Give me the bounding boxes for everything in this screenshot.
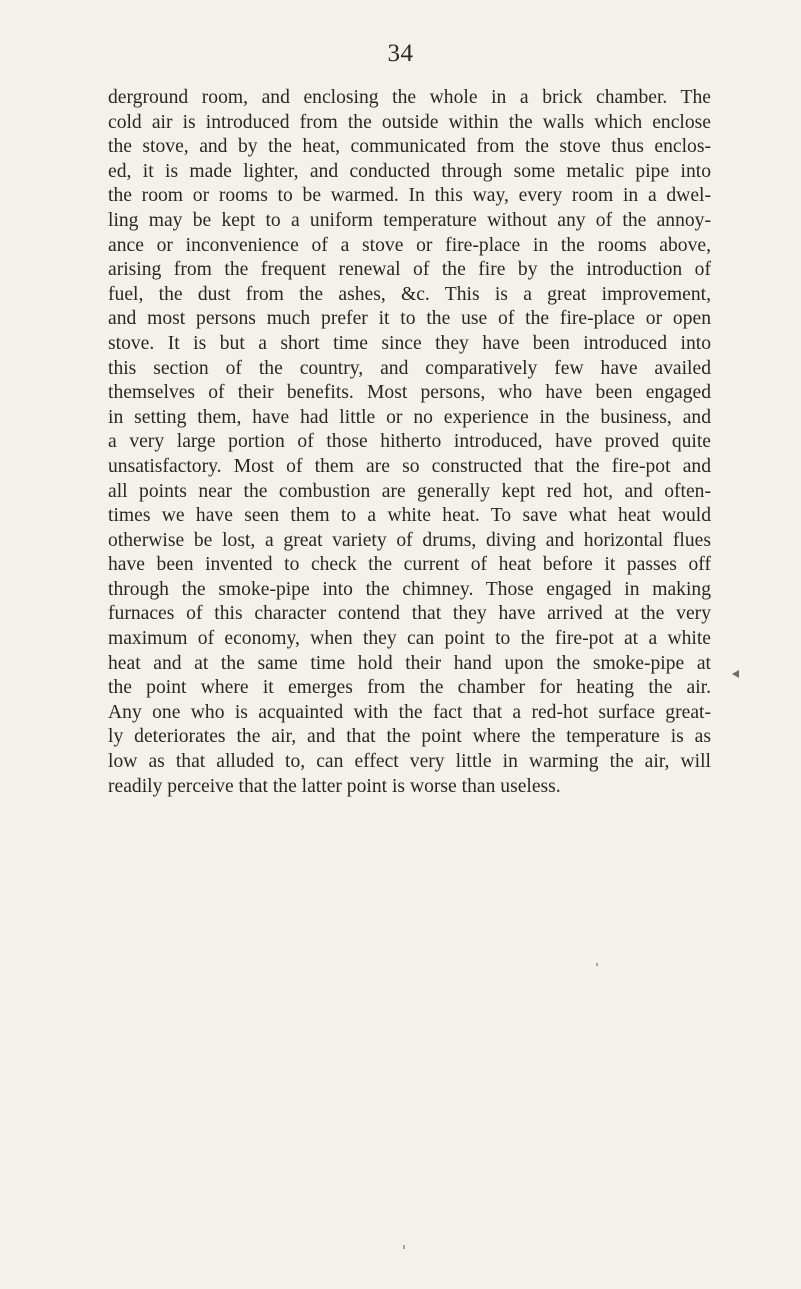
margin-mark: [732, 670, 739, 678]
body-paragraph: [108, 86, 711, 799]
paper-speck: [403, 1245, 405, 1249]
text-line: themselves of their benefits. Most persons, who have been engaged: [108, 382, 711, 404]
text-line: fuel, the dust from the ashes, &c. This is a great improvement,: [108, 283, 711, 305]
text-line: ance or inconvenience of a stove or fire-place in the rooms above,: [108, 234, 711, 256]
text-line: have been invented to check the current of heat before it passes off: [108, 554, 711, 576]
text-line: times we have seen them to a white heat. To save what heat would: [108, 505, 711, 527]
text-line: ly deteriorates the air, and that the point where the temperature is as: [108, 726, 711, 748]
text-line: arising from the frequent renewal of the fire by the introduction of: [108, 259, 711, 281]
paper-speck: [596, 963, 598, 966]
text-line: furnaces of this character contend that they have arrived at the very: [108, 603, 711, 625]
text-line: stove. It is but a short time since they have been introduced into: [108, 332, 711, 354]
text-line: Any one who is acquainted with the fact that a red-hot surface great-: [108, 701, 711, 723]
text-line: ling may be kept to a uniform temperature without any of the annoy-: [108, 209, 711, 231]
text-line: derground room, and enclosing the whole in a brick chamber. The: [108, 87, 711, 108]
text-line: low as that alluded to, can effect very little in warming the air, will: [108, 751, 711, 773]
text-line: through the smoke-pipe into the chimney. Those engaged in making: [108, 578, 711, 600]
text-line: the point where it emerges from the chamber for heating the air.: [108, 677, 711, 699]
text-line: readily perceive that the latter point is worse than useless.: [108, 775, 561, 797]
page-number: 34: [387, 40, 414, 67]
text-line: a very large portion of those hitherto introduced, have proved quite: [108, 431, 711, 453]
text-line: the stove, and by the heat, communicated from the stove thus enclos-: [108, 136, 711, 158]
text-line: cold air is introduced from the outside within the walls which enclose: [108, 111, 711, 133]
text-line: unsatisfactory. Most of them are so constructed that the fire-pot and: [108, 455, 711, 477]
text-line: the room or rooms to be warmed. In this way, every room in a dwel-: [108, 185, 711, 207]
text-line: in setting them, have had little or no experience in the business, and: [108, 406, 711, 428]
text-line: ed, it is made lighter, and conducted through some metalic pipe into: [108, 160, 711, 182]
text-line: maximum of economy, when they can point to the fire-pot at a white: [108, 628, 711, 650]
text-line: otherwise be lost, a great variety of drums, diving and horizontal flues: [108, 529, 711, 551]
text-line: this section of the country, and comparatively few have availed: [108, 357, 711, 379]
text-line: and most persons much prefer it to the use of the fire-place or open: [108, 308, 711, 330]
text-line: heat and at the same time hold their hand upon the smoke-pipe at: [108, 652, 711, 674]
text-line: all points near the combustion are generally kept red hot, and often-: [108, 480, 711, 502]
